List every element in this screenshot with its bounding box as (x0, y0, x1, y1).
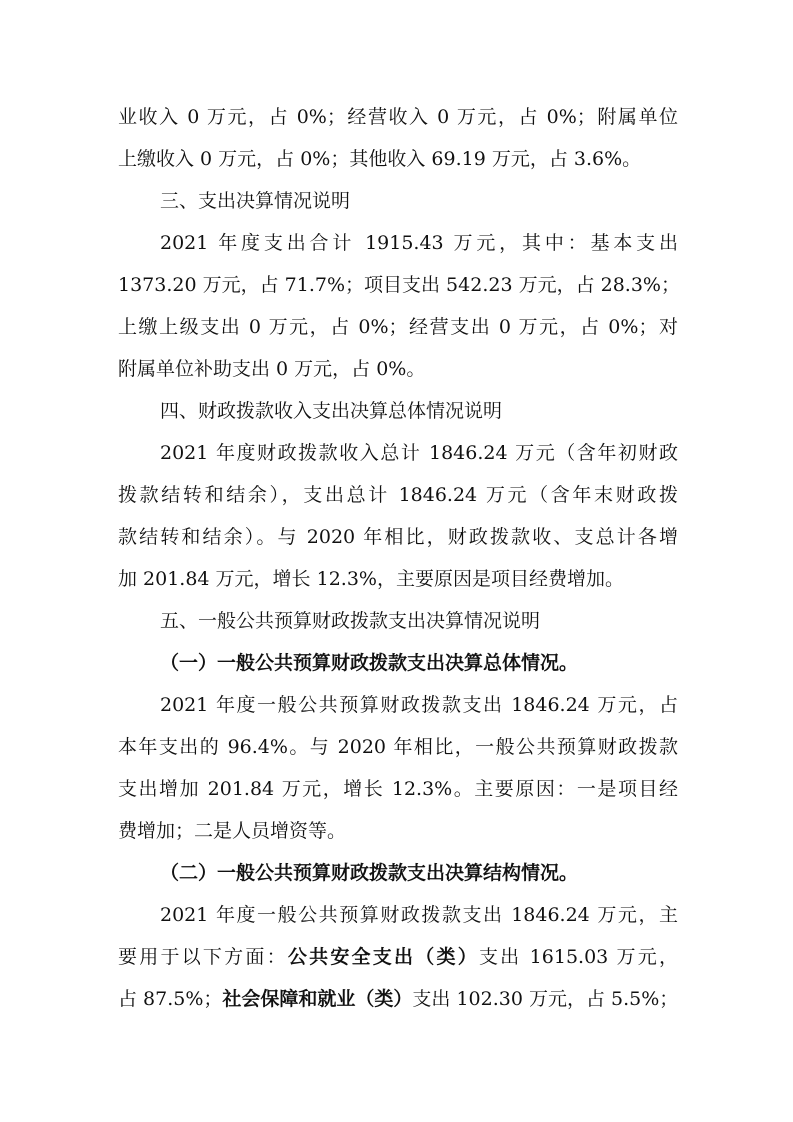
section-heading: 五、一般公共预算财政拨款支出决算情况说明 (160, 610, 541, 632)
paragraph-line: 支出增加 201.84 万元，增长 12.3%。主要原因：一是项目经 (118, 778, 678, 800)
paragraph-line: 费增加；二是人员增资等。 (118, 820, 347, 842)
text-run: 支出 1615.03 万元， (478, 946, 678, 968)
paragraph-line (118, 943, 678, 971)
paragraph-line: 2021 年度支出合计 1915.43 万元，其中：基本支出 (160, 232, 678, 254)
paragraph-line: 拨款结转和结余），支出总计 1846.24 万元（含年末财政拨 (118, 484, 678, 506)
bold-category: 社会保障和就业（类） (222, 988, 413, 1010)
paragraph-line: 2021 年度一般公共预算财政拨款支出 1846.24 万元，占 (160, 694, 678, 716)
paragraph-line: 1373.20 万元，占 71.7%；项目支出 542.23 万元，占 28.3%； (118, 274, 680, 296)
bold-category: 公共安全支出（类） (287, 946, 479, 968)
text-run: 支出 102.30 万元，占 5.5%； (412, 988, 679, 1010)
paragraph-line: 上缴上级支出 0 万元，占 0%；经营支出 0 万元，占 0%；对 (118, 316, 678, 338)
paragraph-line: 本年支出的 96.4%。与 2020 年相比，一般公共预算财政拨款 (118, 736, 678, 758)
paragraph-line: 业收入 0 万元，占 0%；经营收入 0 万元，占 0%；附属单位 (118, 106, 678, 128)
paragraph-line: 2021 年度一般公共预算财政拨款支出 1846.24 万元，主 (160, 904, 678, 926)
text-run: 要用于以下方面： (118, 946, 288, 968)
subsection-heading: （二）一般公共预算财政拨款支出决算结构情况。 (160, 862, 579, 884)
paragraph-line: 加 201.84 万元，增长 12.3%，主要原因是项目经费增加。 (118, 568, 624, 590)
paragraph-line (118, 985, 678, 1013)
paragraph-line: 2021 年度财政拨款收入总计 1846.24 万元（含年初财政 (160, 442, 678, 464)
subsection-heading: （一）一般公共预算财政拨款支出决算总体情况。 (160, 652, 579, 674)
paragraph-line: 附属单位补助支出 0 万元，占 0%。 (118, 358, 426, 380)
paragraph-line: 上缴收入 0 万元，占 0%；其他收入 69.19 万元，占 3.6%。 (118, 148, 642, 170)
section-heading: 四、财政拨款收入支出决算总体情况说明 (160, 400, 503, 422)
paragraph-line: 款结转和结余）。与 2020 年相比，财政拨款收、支总计各增 (118, 526, 678, 548)
text-run: 占 87.5%； (118, 988, 223, 1010)
section-heading: 三、支出决算情况说明 (160, 190, 351, 212)
